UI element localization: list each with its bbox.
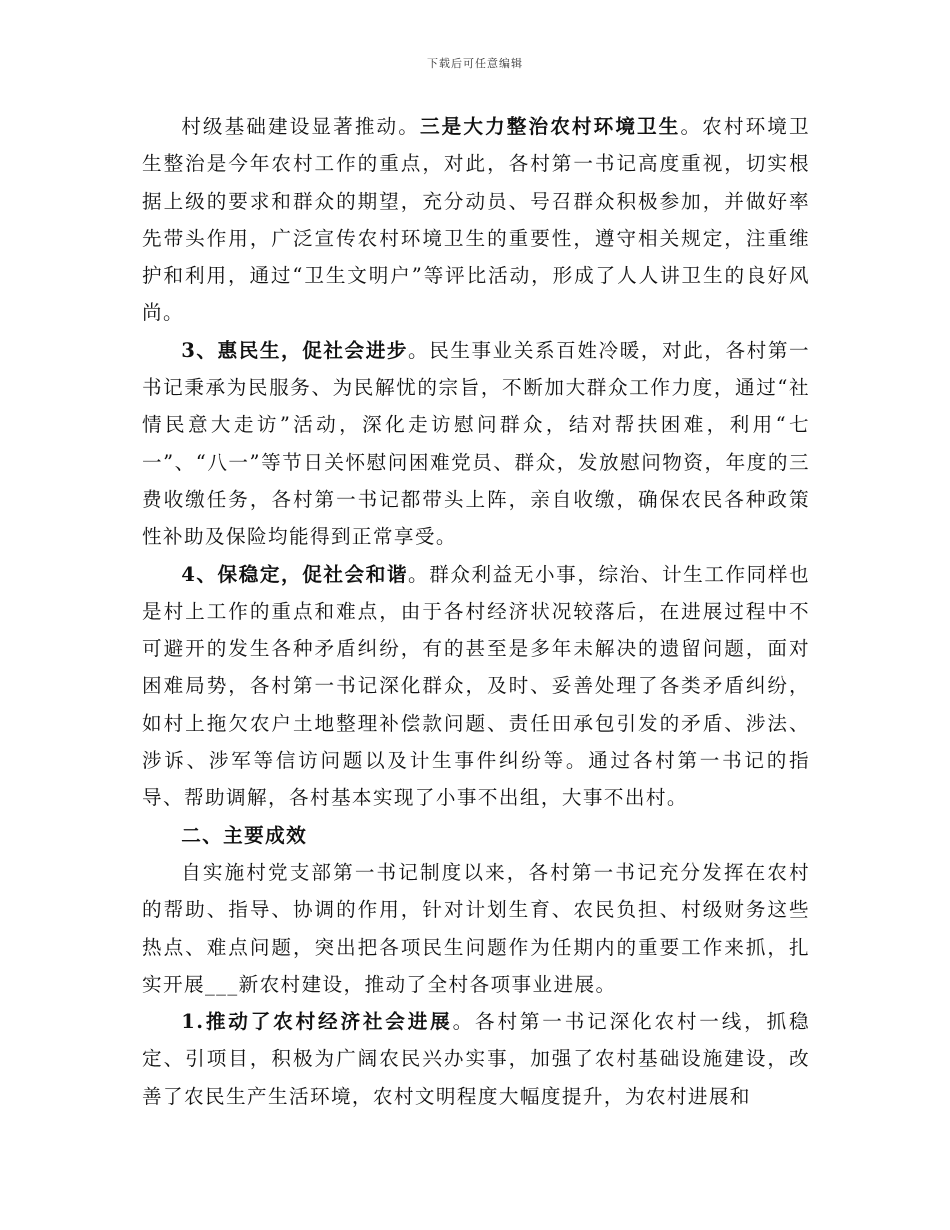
paragraph-bold-heading: 三是大力整治农村环境卫生 bbox=[419, 115, 681, 138]
paragraph-environment bbox=[142, 108, 810, 332]
paragraph-bold-heading: 4、保稳定，促社会和谐 bbox=[181, 562, 409, 586]
section-heading-main-results: 二、主要成效 bbox=[181, 823, 308, 847]
paragraph-bold-heading: 1.推动了农村经济社会进展 bbox=[181, 1010, 453, 1034]
paragraph-body-text: 。各村第一书记深化农村一线，抓稳定、引项目，积极为广阔农民兴办实事，加强了农村基础设施建设，改善了农民生产生活环境，农村文明程度大幅度提升，为农村进展和 bbox=[142, 1010, 811, 1108]
paragraph-economic-progress bbox=[142, 1003, 810, 1115]
paragraph-bold-heading: 3、惠民生，促社会进步 bbox=[181, 338, 409, 362]
header-note: 下载后可任意编辑 bbox=[427, 57, 523, 70]
paragraph-body-text: 。农村环境卫生整治是今年农村工作的重点，对此，各村第一书记高度重视，切实根据上级的要求和群众的期望，充分动员、号召群众积极参加，并做好率先带头作用，广泛宣传农村环境卫生的重要性，遵守相关规定，注重维护和利用，通过“卫生文明户”等评比活动，形成了人人讲卫生的良好风尚。 bbox=[142, 115, 810, 325]
paragraph-livelihood bbox=[142, 332, 810, 556]
paragraph-body-text: 。民生事业关系百姓冷暖，对此，各村第一书记秉承为民服务、为民解忧的宗旨，不断加大群众工作力度，通过“社情民意大走访”活动，深化走访慰问群众，结对帮扶困难，利用“七一”、“八一”等节日关怀慰问困难党员、群众，发放慰问物资，年度的三费收缴任务，各村第一书记都带头上阵，亲自收缴，确保农民各种政策性补助及保险均能得到正常享受。 bbox=[142, 338, 810, 549]
paragraph-lead-text: 村级基础建设显著推动。 bbox=[181, 115, 420, 138]
paragraph-overview bbox=[142, 854, 810, 1003]
paragraph-body-text: 自实施村党支部第一书记制度以来，各村第一书记充分发挥在农村的帮助、指导、协调的作用，针对计划生育、农民负担、村级财务这些热点、难点问题，突出把各项民生问题作为任期内的重要工作来抓，扎实开展___新农村建设，推动了全村各项事业进展。 bbox=[142, 860, 810, 996]
document-body bbox=[142, 108, 810, 1115]
paragraph-body-text: 。群众利益无小事，综治、计生工作同样也是村上工作的重点和难点，由于各村经济状况较落后，在进展过程中不可避开的发生各种矛盾纠纷，有的甚至是多年未解决的遗留问题，面对困难局势，各村第一书记深化群众，及时、妥善处理了各类矛盾纠纷，如村上拖欠农户土地整理补偿款问题、责任田承包引发的矛盾、涉法、涉诉、涉军等信访问题以及计生事件纠纷等。通过各村第一书记的指导、帮助调解，各村基本实现了小事不出组，大事不出村。 bbox=[142, 562, 810, 810]
paragraph-stability bbox=[142, 556, 810, 817]
